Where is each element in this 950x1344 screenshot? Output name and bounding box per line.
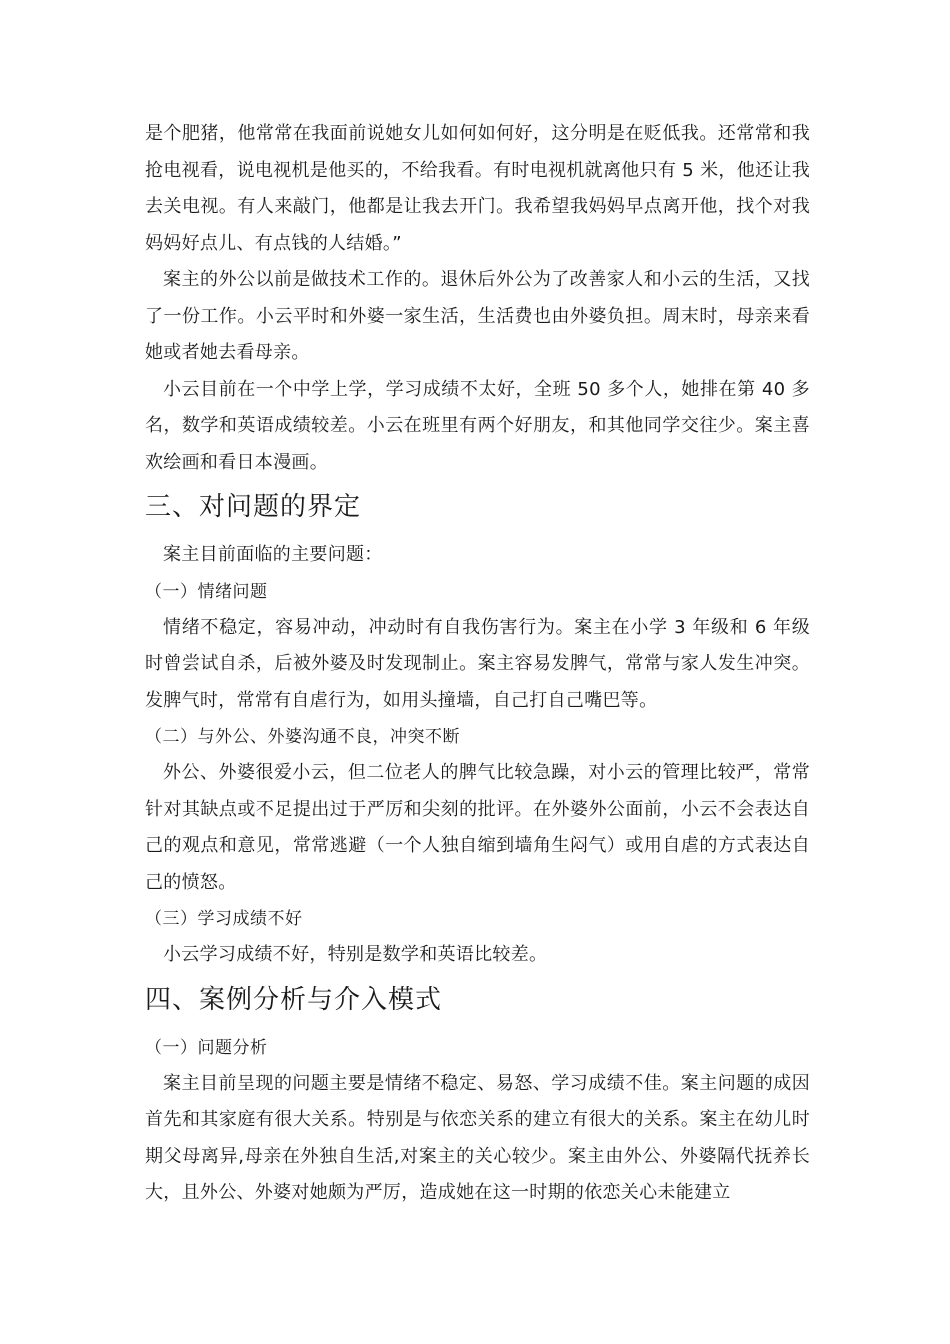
paragraph-emotional-problem: 情绪不稳定，容易冲动，冲动时有自我伤害行为。案主在小学 3 年级和 6 年级时曾尝试自杀，后被外婆及时发现制止。案主容易发脾气，常常与家人发生冲突。发脾气时，常常有自虐行为，如用头撞墙，自己打自己嘴巴等。 xyxy=(145,616,810,711)
subheading-problem-analysis: （一）问题分析 xyxy=(145,1037,268,1058)
paragraph-grandfather: 案主的外公以前是做技术工作的。退休后外公为了改善家人和小云的生活，又找了一份工作。小云平时和外婆一家生活，生活费也由外婆负担。周末时，母亲来看她或者她去看母亲。 xyxy=(145,269,810,363)
subheading-communication-problem: （二）与外公、外婆沟通不良，冲突不断 xyxy=(145,727,460,747)
section-heading-case-analysis: 四、案例分析与介入模式 xyxy=(145,984,443,1015)
subheading-academic-problem: （三）学习成绩不好 xyxy=(145,909,303,929)
paragraph-school: 小云目前在一个中学上学，学习成绩不太好，全班 50 多个人，她排在第 40 多名，数学和英语成绩较差。小云在班里有两个好朋友，和其他同学交往少。案主喜欢绘画和看日本漫画。 xyxy=(145,378,810,473)
document-body xyxy=(145,116,810,1212)
paragraph-problem-analysis: 案主目前呈现的问题主要是情绪不稳定、易怒、学习成绩不佳。案主问题的成因首先和其家庭有很大关系。特别是与依恋关系的建立有很大的关系。案主在幼儿时期父母离异,母亲在外独自生活,对案主的关心较少。案主由外公、外婆隔代抚养长大，且外公、外婆对她颇为严厉，造成她在这一时期的依恋关心未能建立 xyxy=(145,1072,810,1203)
paragraph-communication-problem: 外公、外婆很爱小云，但二位老人的脾气比较急躁，对小云的管理比较严，常常针对其缺点或不足提出过于严厉和尖刻的批评。在外婆外公面前，小云不会表达自己的观点和意见，常常逃避（一个人独自缩到墙角生闷气）或用自虐的方式表达自己的愤怒。 xyxy=(145,762,810,893)
section-heading-problem-definition: 三、对问题的界定 xyxy=(145,492,362,522)
paragraph-academic-problem: 小云学习成绩不好，特别是数学和英语比较差。 xyxy=(163,944,548,965)
subheading-emotional-problem: （一）情绪问题 xyxy=(145,581,268,602)
section3-intro: 案主目前面临的主要问题： xyxy=(163,544,383,565)
paragraph-quote-end: 是个肥猪，他常常在我面前说她女儿如何如何好，这分明是在贬低我。还常常和我抢电视看，说电视机是他买的，不给我看。有时电视机就离他只有 5 米，他还让我去关电视。有人来敲门，他都是让我去开门。我希望我妈妈早点离开他，找个对我妈妈好点儿、有点钱的人结婚。” xyxy=(145,123,810,254)
